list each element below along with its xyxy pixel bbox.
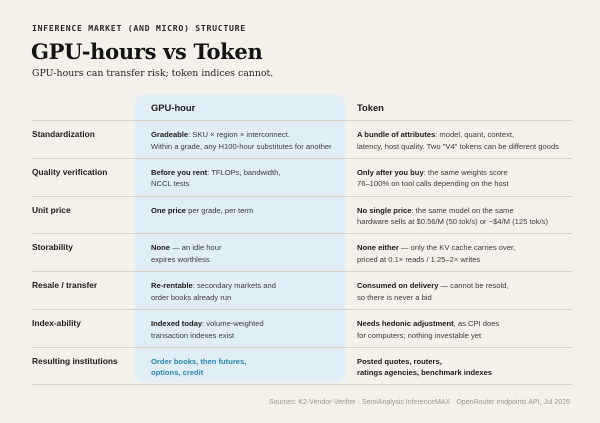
gpu-cell-line2: expires worthless xyxy=(151,254,210,264)
gpu-cell-bold: One price xyxy=(151,205,187,215)
token-cell-line1: : the same model on the same xyxy=(411,205,514,215)
table-row xyxy=(32,233,572,271)
token-cell-line1: — cannot be resold, xyxy=(438,281,509,291)
token-cell-line2: 76–100% on tool calls depending on the host xyxy=(357,179,509,189)
gpu-cell xyxy=(151,129,341,152)
sources-footnote: Sources: K2-Vendor-Verifier · SemiAnalysis InferenceMAX · OpenRouter endpoints API, Jul 2026 xyxy=(268,399,570,406)
gpu-cell-line1: : volume-weighted xyxy=(202,318,264,328)
token-cell-bold: None either xyxy=(357,243,399,253)
eyebrow-label: INFERENCE MARKET (AND MICRO) STRUCTURE xyxy=(32,23,246,33)
gpu-cell-line2: NCCL tests xyxy=(151,179,190,189)
token-cell-line2: for computers; nothing investable yet xyxy=(357,330,482,340)
token-cell-line2: priced at 0.1× reads / 1.25–2× writes xyxy=(357,254,481,264)
table-row xyxy=(32,120,572,158)
gpu-cell-line2: transaction indexes exist xyxy=(151,330,235,340)
gpu-cell xyxy=(151,356,341,379)
token-cell-bold: Needs hedonic adjustment xyxy=(357,318,454,328)
token-cell xyxy=(357,205,572,228)
row-label: Resulting institutions xyxy=(32,355,118,366)
gpu-cell-line1: : secondary markets and xyxy=(192,281,276,291)
gpu-cell-line2: options, credit xyxy=(151,368,204,378)
token-cell-line2: so there is never a bid xyxy=(357,292,432,302)
token-cell xyxy=(357,280,572,303)
token-cell xyxy=(357,318,572,341)
row-label: Storability xyxy=(32,242,73,253)
token-cell xyxy=(357,167,572,190)
token-cell-bold: Consumed on delivery xyxy=(357,281,439,291)
row-label: Standardization xyxy=(32,129,95,139)
gpu-cell xyxy=(151,205,341,217)
gpu-cell-line1: : SKU × region × interconnect. xyxy=(188,130,290,139)
gpu-cell-bold: Order books, then futures, xyxy=(151,356,247,366)
gpu-cell-line1: per grade, per term xyxy=(186,205,254,215)
token-cell xyxy=(357,356,572,379)
gpu-cell xyxy=(151,167,341,190)
gpu-cell xyxy=(151,280,341,303)
token-cell xyxy=(357,242,572,265)
gpu-cell-bold: Gradeable xyxy=(151,130,189,139)
column-header-token: Token xyxy=(357,102,384,113)
row-label: Unit price xyxy=(32,204,71,215)
page-title: GPU-hours vs Token xyxy=(31,39,263,64)
table-row xyxy=(32,347,572,385)
token-cell-line1: — only the KV cache carries over, xyxy=(398,243,516,253)
table-row xyxy=(32,158,572,196)
column-header-gpu-hour: GPU-hour xyxy=(151,102,196,113)
table-row xyxy=(32,196,572,234)
token-cell-line1: : model, quant, context, xyxy=(435,130,515,139)
row-label: Index-ability xyxy=(32,317,81,328)
table-row xyxy=(32,309,572,347)
comparison-table xyxy=(32,120,572,385)
gpu-cell-bold: None xyxy=(151,243,170,253)
token-cell-line2: ratings agencies, benchmark indexes xyxy=(357,368,493,378)
gpu-cell xyxy=(151,318,341,341)
token-cell-bold: No single price xyxy=(357,205,412,215)
gpu-cell-bold: Before you rent xyxy=(151,167,208,177)
gpu-cell-line2: Within a grade, any H100-hour substitutes for another xyxy=(151,141,332,151)
gpu-cell-line1: : TFLOPs, bandwidth, xyxy=(207,167,281,177)
token-cell-line2: hardware sells at $0.56/M (50 tok/s) or ~$4/M (125 tok/s) xyxy=(357,217,548,227)
table-row xyxy=(32,271,572,309)
gpu-cell-bold: Re-rentable xyxy=(151,281,193,291)
row-label: Resale / transfer xyxy=(32,280,98,291)
gpu-cell-bold: Indexed today xyxy=(151,318,203,328)
gpu-cell-line2: order books already run xyxy=(151,292,232,302)
token-cell xyxy=(357,129,572,152)
token-cell-bold: Posted quotes, routers, xyxy=(357,356,442,366)
token-cell-line1: : the same weights score xyxy=(423,167,508,177)
token-cell-line1: , as CPI does xyxy=(453,318,500,328)
gpu-cell xyxy=(151,242,341,265)
token-cell-bold: A bundle of attributes xyxy=(357,130,436,139)
page-subtitle: GPU-hours can transfer risk; token indices cannot. xyxy=(32,68,274,79)
token-cell-bold: Only after you buy xyxy=(357,167,424,177)
gpu-cell-line1: — an idle hour xyxy=(169,243,222,253)
token-cell-line2: latency, host quality. Two "V4" tokens can be different goods xyxy=(357,141,559,151)
row-label: Quality verification xyxy=(32,166,108,177)
